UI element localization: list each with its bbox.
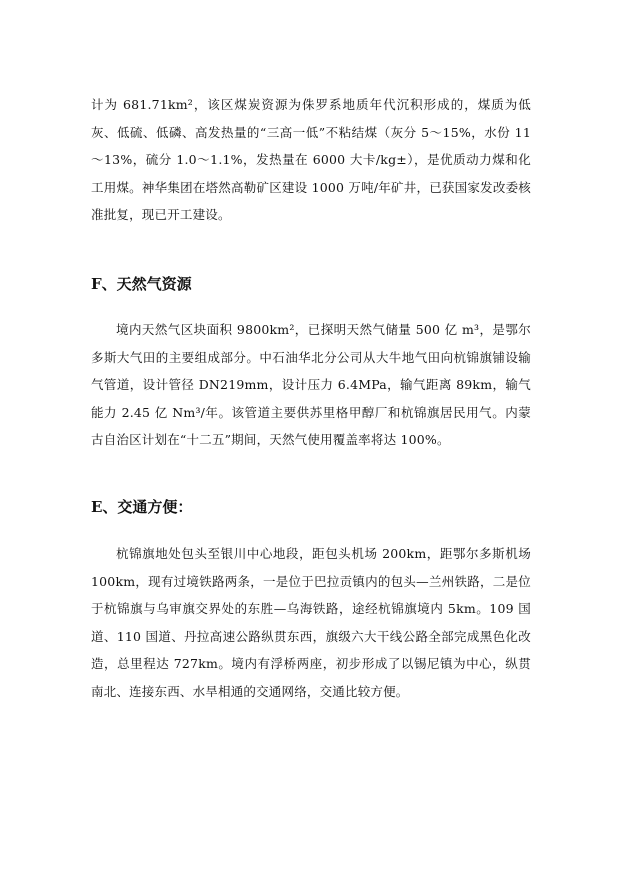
transportation-paragraph: 杭锦旗地处包头至银川中心地段，距包头机场 200km，距鄂尔多斯机场 100km，现有过境铁路两条，一是位于巴拉贡镇内的包头—兰州铁路，二是位于杭锦旗与乌审旗交界处的东胜—乌海铁路，途经杭锦旗境内 5km。109 国道、110 国道、丹拉高速公路纵贯东西，旗级六大干线公路全部完成黑色化改造，总里程达 727km。境内有浮桥两座，初步形成了以锡尼镇为中心，纵贯南北、连接东西、水旱相通的交通网络，交通比较方便。	[91, 546, 531, 699]
natural-gas-heading: F、天然气资源	[91, 275, 192, 293]
coal-resources-paragraph: 计为 681.71km²，该区煤炭资源为侏罗系地质年代沉积形成的，煤质为低灰、低硫、低磷、高发热量的“三高一低”不粘结煤（灰分 5～15%，水份 11～13%，硫分 1.0～1.1%，发热量在 6000 大卡/kg±），是优质动力煤和化工用煤。神华集团在塔然高勒矿区建设 1000 万吨/年矿井，已获国家发改委核准批复，现已开工建设。	[91, 97, 531, 222]
transportation-heading: E、交通方便：	[91, 498, 193, 516]
natural-gas-paragraph: 境内天然气区块面积 9800km²，已探明天然气储量 500 亿 m³，是鄂尔多斯大气田的主要组成部分。中石油华北分公司从大牛地气田向杭锦旗铺设输气管道，设计管径 DN219mm，设计压力 6.4MPa，输气距离 89km，输气能力 2.45 亿 Nm³/年。该管道主要供苏里格甲醇厂和杭锦旗居民用气。内蒙古自治区计划在“十二五”期间，天然气使用覆盖率将达 100%。	[91, 322, 531, 447]
